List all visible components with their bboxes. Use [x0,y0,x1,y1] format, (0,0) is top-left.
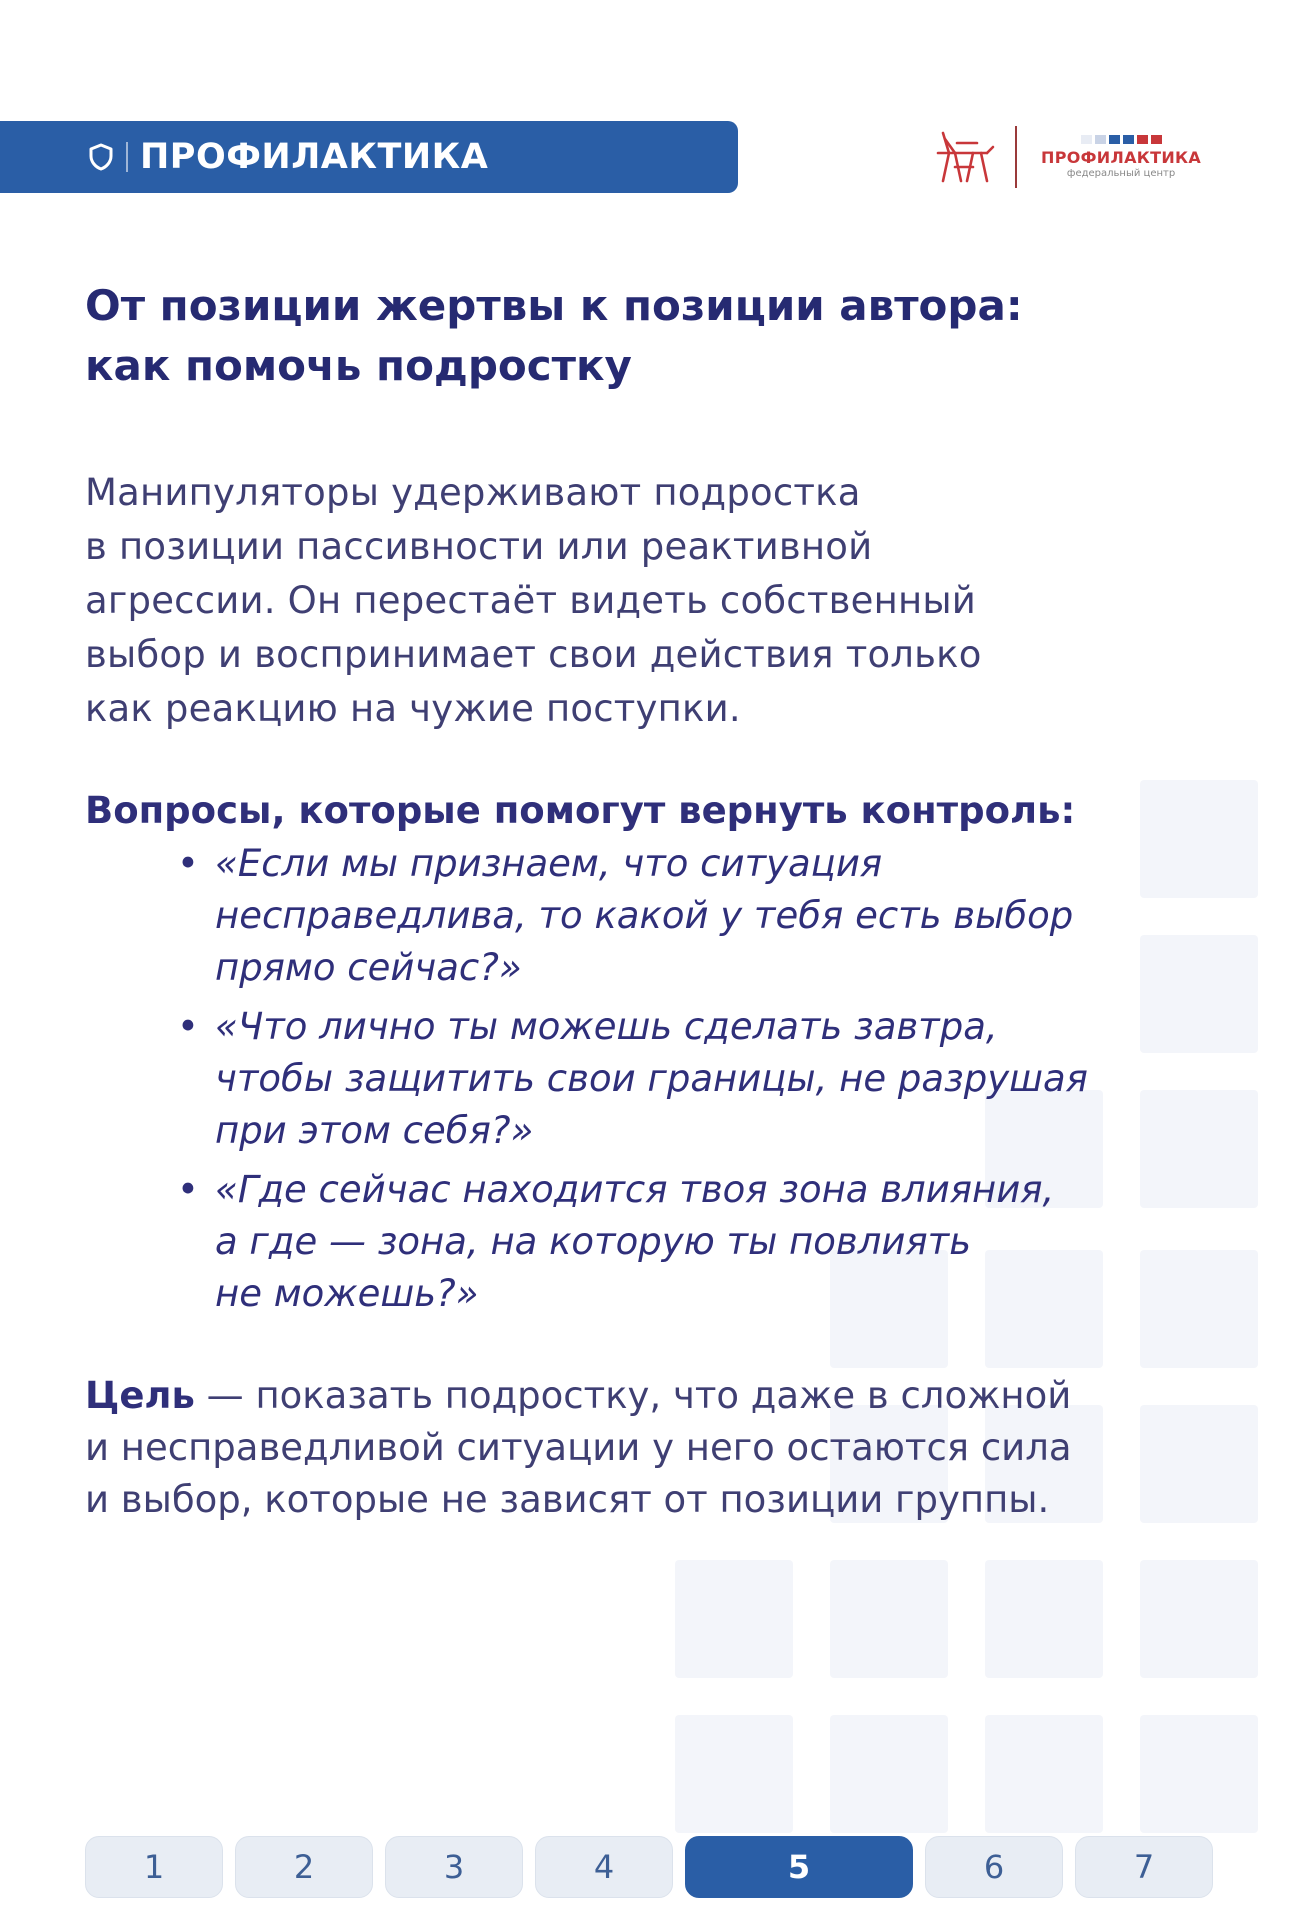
intro-paragraph [85,466,1235,736]
list-item [85,838,1235,994]
background-pattern [1140,1715,1258,1833]
header-divider [126,142,128,172]
question-line: прямо сейчас?» [215,946,522,989]
page-button-7[interactable]: 7 [1075,1836,1213,1898]
paragraph-line: в позиции пассивности или реактивной [85,525,873,568]
list-item [85,1001,1235,1157]
question-line: «Если мы признаем, что ситуация [215,842,883,885]
questions-list [85,838,1235,1327]
goal-line: — показать подростку, что даже в сложной [194,1374,1072,1417]
title-line: От позиции жертвы к позиции автора: [85,281,1023,330]
background-pattern [830,1715,948,1833]
question-line: не можешь?» [215,1272,479,1315]
background-pattern [830,1560,948,1678]
background-pattern [1140,1560,1258,1678]
paragraph-line: Манипуляторы удерживают подростка [85,471,861,514]
goal-line: и несправедливой ситуации у него остаются сила [85,1426,1072,1469]
list-item [85,1164,1235,1320]
chair-logo-icon [935,129,997,185]
goal-paragraph [85,1370,1245,1526]
shield-icon [88,143,114,171]
page-title [85,276,1205,396]
bullet-icon: • [177,1168,199,1211]
bullet-icon: • [177,842,199,885]
background-pattern [675,1560,793,1678]
page-button-6[interactable]: 6 [925,1836,1063,1898]
paragraph-line: выбор и воспринимает свои действия только [85,633,982,676]
background-pattern [985,1560,1103,1678]
org-subtitle: федеральный центр [1066,168,1176,179]
flag-bars-icon [1081,135,1162,144]
org-logo [1041,135,1201,179]
question-line: «Где сейчас находится твоя зона влияния, [215,1168,1055,1211]
background-pattern [985,1715,1103,1833]
paragraph-line: как реакцию на чужие поступки. [85,687,741,730]
page-button-1[interactable]: 1 [85,1836,223,1898]
paragraph-line: агрессии. Он перестаёт видеть собственный [85,579,977,622]
question-line: чтобы защитить свои границы, не разрушая [215,1057,1088,1100]
partner-logos [935,124,1225,190]
bullet-icon: • [177,1005,199,1048]
background-pattern [675,1715,793,1833]
page-button-4[interactable]: 4 [535,1836,673,1898]
page-button-5-current[interactable]: 5 [685,1836,913,1898]
page-button-2[interactable]: 2 [235,1836,373,1898]
org-name: ПРОФИЛАКТИКА [1041,148,1202,167]
question-line: при этом себя?» [215,1109,534,1152]
goal-line: и выбор, которые не зависят от позиции группы. [85,1478,1050,1521]
question-line: а где — зона, на которую ты повлиять [215,1220,972,1263]
pagination [85,1836,1213,1898]
questions-heading: Вопросы, которые помогут вернуть контроль: [85,789,1076,832]
title-line: как помочь подростку [85,341,632,390]
header-banner [0,121,738,193]
page-button-3[interactable]: 3 [385,1836,523,1898]
header-brand: ПРОФИЛАКТИКА [140,137,489,177]
goal-label: Цель [85,1374,195,1417]
question-line: «Что лично ты можешь сделать завтра, [215,1005,998,1048]
question-line: несправедлива, то какой у тебя есть выбор [215,894,1074,937]
logo-divider [1015,126,1017,188]
